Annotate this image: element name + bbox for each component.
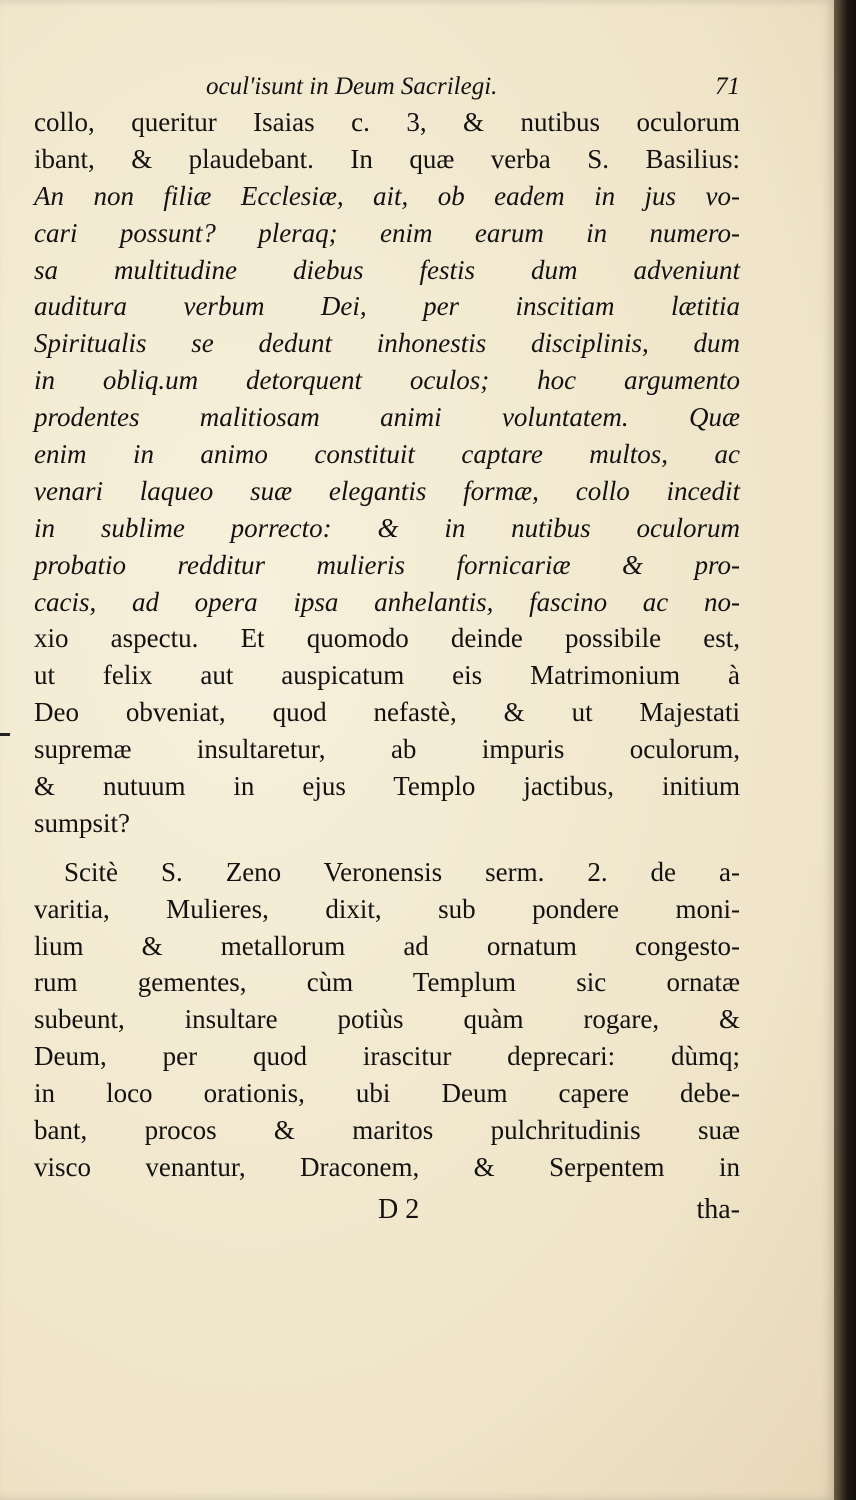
text-line: enim in animo constituit captare multos, ac [34, 439, 740, 470]
text-line: ut felix aut auspicatum eis Matrimonium à [34, 660, 740, 691]
text-line: subeunt, insultare potiùs quàm rogare, & [34, 1004, 740, 1035]
page-edge-shadow [834, 0, 856, 1500]
text-line: sa multitudine diebus festis dum adveniunt [34, 254, 740, 285]
text-line: An non filiæ Ecclesiæ, ait, ob eadem in jus vo- [34, 180, 740, 211]
text-line: sumpsit? [34, 807, 131, 838]
text-line: visco venantur, Draconem, & Serpentem in [34, 1151, 740, 1182]
paragraph-gap [34, 842, 740, 854]
text-line: Scitè S. Zeno Veronensis serm. 2. de a- [64, 856, 740, 887]
text-line: auditura verbum Dei, per inscitiam lætitia [34, 291, 740, 322]
text-line: probatio redditur mulieris fornicariæ & pro- [34, 549, 740, 580]
running-head [34, 70, 740, 104]
text-line: xio aspectu. Et quomodo deinde possibile est, [34, 623, 740, 654]
body-text [34, 104, 740, 1186]
page-number: 71 [715, 73, 740, 100]
text-line: & nutuum in ejus Templo jactibus, initium [34, 771, 740, 802]
text-line: Deum, per quod irascitur deprecari: dùmq; [34, 1041, 740, 1072]
text-line: ibant, & plaudebant. In quæ verba S. Basilius: [34, 143, 740, 174]
text-line: in obliq.um detorquent oculos; hoc argumento [34, 365, 740, 396]
text-line: lium & metallorum ad ornatum congesto- [34, 930, 740, 961]
text-block [34, 70, 740, 1230]
text-line: prodentes malitiosam animi voluntatem. Quæ [34, 402, 740, 433]
text-line: collo, queritur Isaias c. 3, & nutibus oculorum [34, 107, 740, 137]
signature-mark: D 2 [378, 1193, 420, 1225]
text-line: rum gementes, cùm Templum sic ornatæ [34, 967, 740, 998]
text-line: cari possunt? pleraq; enim earum in numero- [34, 217, 740, 248]
page-footer [34, 1190, 740, 1230]
running-title: ocul'isunt in Deum Sacrilegi. [206, 73, 498, 100]
catchword: tha- [696, 1193, 740, 1225]
text-line: varitia, Mulieres, dixit, sub pondere moni- [34, 893, 740, 924]
text-line: bant, procos & maritos pulchritudinis suæ [34, 1115, 740, 1146]
text-line: supremæ insultaretur, ab impuris oculorum, [34, 734, 740, 765]
margin-mark [0, 733, 10, 736]
text-line: Deo obveniat, quod nefastè, & ut Majestati [34, 697, 740, 728]
text-line: Spiritualis se dedunt inhonestis disciplinis, dum [34, 328, 740, 359]
text-line: venari laqueo suæ elegantis formæ, collo incedit [34, 475, 740, 506]
text-line: in loco orationis, ubi Deum capere debe- [34, 1078, 740, 1109]
text-line: in sublime porrecto: & in nutibus oculorum [34, 512, 740, 543]
text-line: cacis, ad opera ipsa anhelantis, fascino ac no- [34, 586, 740, 617]
